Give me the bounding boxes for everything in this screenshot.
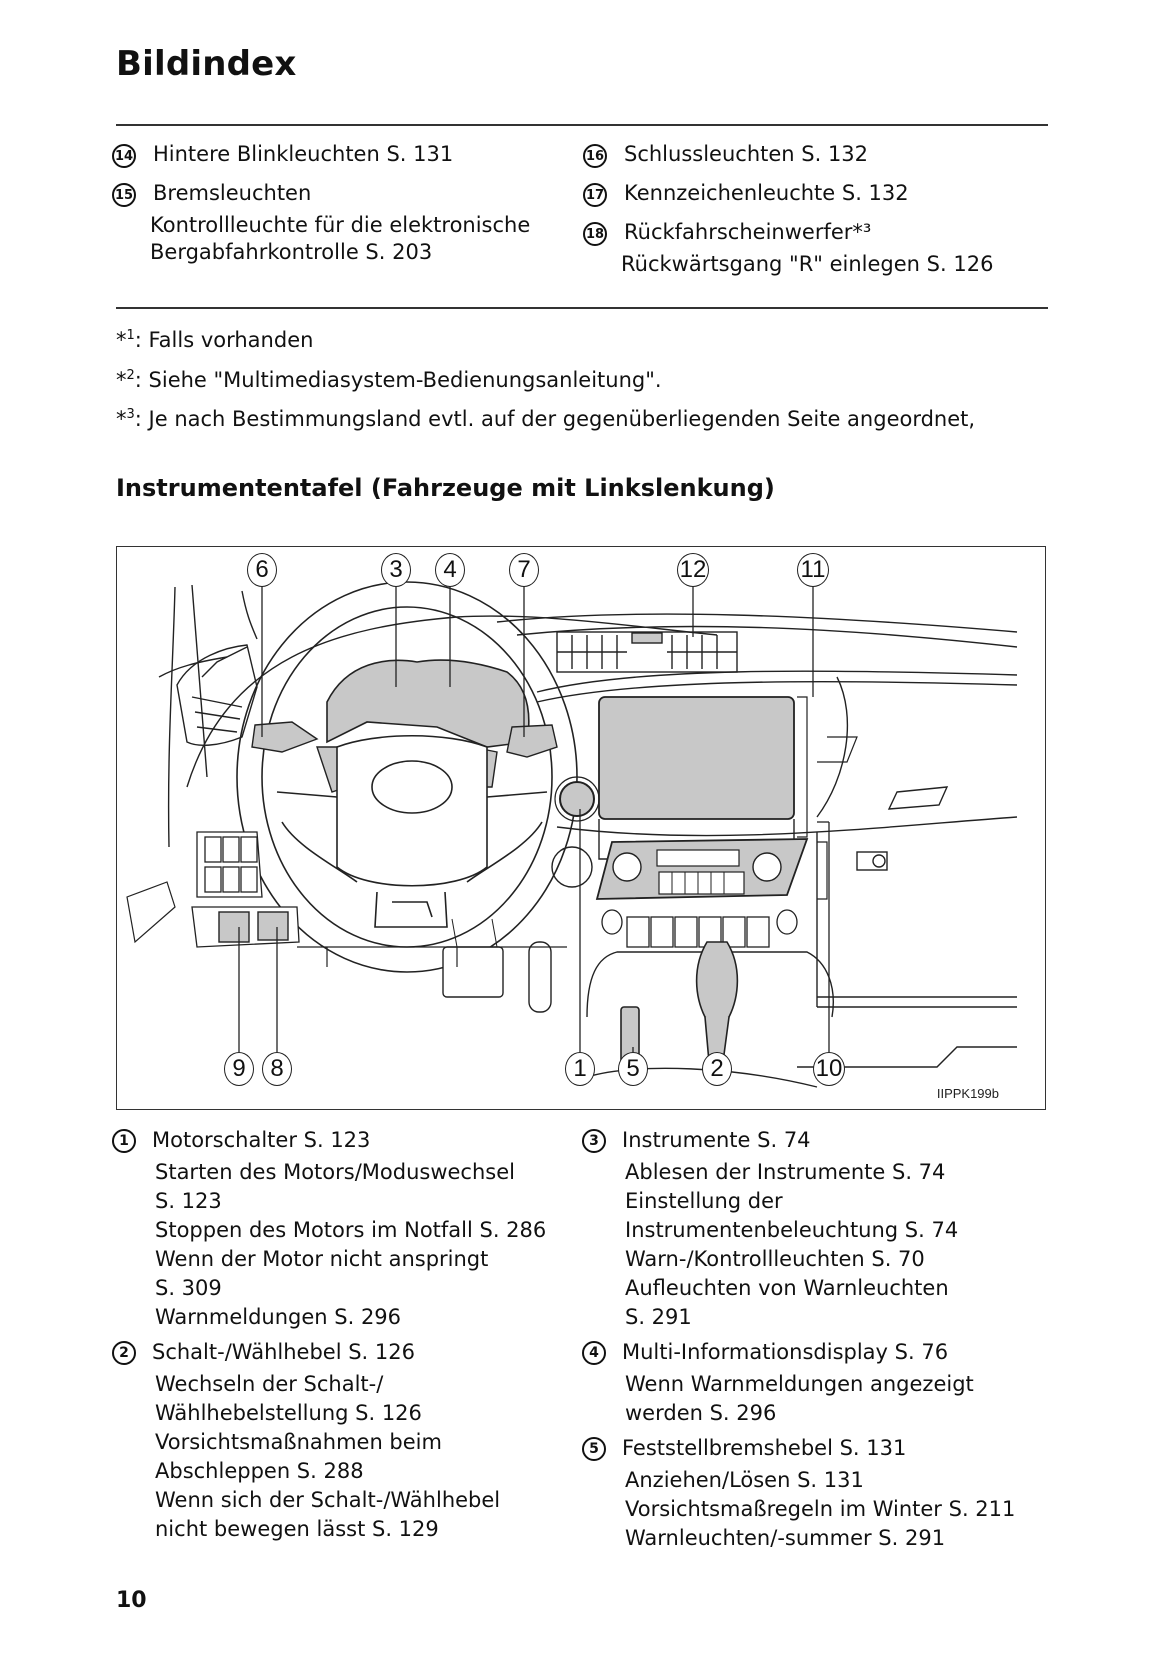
item-label: Motorschalter S. 123 bbox=[152, 1128, 371, 1152]
callout-number: 14 bbox=[112, 144, 136, 168]
item-sub: Wenn Warnmeldungen angezeigt bbox=[625, 1372, 974, 1396]
item-sub: Instrumentenbeleuchtung S. 74 bbox=[625, 1218, 959, 1242]
dashboard-illustration bbox=[117, 547, 1046, 1110]
callout-number: 16 bbox=[583, 144, 607, 168]
item-label: Schlussleuchten S. 132 bbox=[624, 142, 869, 166]
divider bbox=[116, 124, 1048, 126]
callout-5: 5 bbox=[618, 1052, 648, 1086]
callout-number: 18 bbox=[583, 222, 607, 246]
divider bbox=[116, 307, 1048, 309]
callout-10: 10 bbox=[813, 1052, 845, 1086]
callout-6: 6 bbox=[247, 553, 277, 587]
item-label: Kennzeichenleuchte S. 132 bbox=[624, 181, 909, 205]
callout-number: 2 bbox=[112, 1341, 136, 1365]
callout-1: 1 bbox=[565, 1052, 595, 1086]
item-sub: nicht bewegen lässt S. 129 bbox=[155, 1517, 439, 1541]
callout-number: 17 bbox=[583, 183, 607, 207]
list-item bbox=[582, 1338, 1052, 1428]
callout-number: 15 bbox=[112, 183, 136, 207]
item-sub: Wechseln der Schalt-/ bbox=[155, 1372, 384, 1396]
callout-11: 11 bbox=[797, 553, 829, 587]
item-sub: Bergabfahrkontrolle S. 203 bbox=[150, 240, 433, 264]
callout-2: 2 bbox=[702, 1052, 732, 1086]
item-sub: werden S. 296 bbox=[625, 1401, 777, 1425]
callout-number: 4 bbox=[582, 1341, 606, 1365]
item-sub: Vorsichtsmaßregeln im Winter S. 211 bbox=[625, 1497, 1016, 1521]
item-sub: S. 291 bbox=[625, 1305, 692, 1329]
item-label: Schalt-/Wählhebel S. 126 bbox=[152, 1340, 415, 1364]
item-label: Bremsleuchten bbox=[153, 181, 312, 205]
list-item bbox=[582, 1126, 1052, 1332]
footnote-1: *$^1$: Falls vorhanden bbox=[116, 328, 314, 352]
bottom-list-left bbox=[112, 1126, 562, 1550]
item-sub: S. 123 bbox=[155, 1189, 222, 1213]
callout-7: 7 bbox=[509, 553, 539, 587]
callout-8: 8 bbox=[262, 1052, 292, 1086]
item-sub: Rückwärtsgang "R" einlegen S. 126 bbox=[621, 252, 994, 276]
list-item bbox=[112, 1126, 562, 1332]
item-sub: Wählhebelstellung S. 126 bbox=[155, 1401, 422, 1425]
item-sub: S. 309 bbox=[155, 1276, 222, 1300]
figure-code: IIPPK199b bbox=[936, 1086, 999, 1101]
item-sub: Warnmeldungen S. 296 bbox=[155, 1305, 402, 1329]
callout-3: 3 bbox=[381, 553, 411, 587]
item-sub: Kontrollleuchte für die elektronische bbox=[150, 213, 531, 237]
item-label: Multi-Informationsdisplay S. 76 bbox=[622, 1340, 949, 1364]
callout-number: 3 bbox=[582, 1129, 606, 1153]
item-label: Instrumente S. 74 bbox=[622, 1128, 811, 1152]
item-sub: Wenn sich der Schalt-/Wählhebel bbox=[155, 1488, 501, 1512]
callout-12: 12 bbox=[677, 553, 709, 587]
item-sub: Starten des Motors/Moduswechsel bbox=[155, 1160, 515, 1184]
instrument-panel-figure bbox=[116, 546, 1046, 1110]
callout-number: 1 bbox=[112, 1129, 136, 1153]
page-title: Bildindex bbox=[116, 44, 297, 84]
bottom-list-right bbox=[582, 1126, 1052, 1559]
callout-number: 5 bbox=[582, 1437, 606, 1461]
item-sub: Stoppen des Motors im Notfall S. 286 bbox=[155, 1218, 547, 1242]
callout-4: 4 bbox=[435, 553, 465, 587]
list-item bbox=[582, 1434, 1052, 1553]
footnote-3: *$^3$: Je nach Bestimmungsland evtl. auf der gegenüberliegenden Seite angeordnet, bbox=[116, 407, 976, 431]
callout-9: 9 bbox=[224, 1052, 254, 1086]
item-sub: Einstellung der bbox=[625, 1189, 783, 1213]
item-sub: Abschleppen S. 288 bbox=[155, 1459, 364, 1483]
item-sub: Warnleuchten/-summer S. 291 bbox=[625, 1526, 946, 1550]
item-sub: Warn-/Kontrollleuchten S. 70 bbox=[625, 1247, 925, 1271]
section-heading: Instrumententafel (Fahrzeuge mit Linkslenkung) bbox=[116, 474, 775, 502]
list-item bbox=[112, 1338, 562, 1544]
item-label: Rückfahrscheinwerfer*³ bbox=[624, 220, 872, 244]
footnote-2: *$^2$: Siehe "Multimediasystem-Bedienungsanleitung". bbox=[116, 368, 662, 392]
item-sub: Ablesen der Instrumente S. 74 bbox=[625, 1160, 946, 1184]
page-number: 10 bbox=[116, 1588, 147, 1613]
item-sub: Vorsichtsmaßnahmen beim bbox=[155, 1430, 442, 1454]
item-label: Feststellbremshebel S. 131 bbox=[622, 1436, 907, 1460]
item-sub: Wenn der Motor nicht anspringt bbox=[155, 1247, 489, 1271]
item-label: Hintere Blinkleuchten S. 131 bbox=[153, 142, 454, 166]
item-sub: Aufleuchten von Warnleuchten bbox=[625, 1276, 949, 1300]
item-sub: Anziehen/Lösen S. 131 bbox=[625, 1468, 864, 1492]
